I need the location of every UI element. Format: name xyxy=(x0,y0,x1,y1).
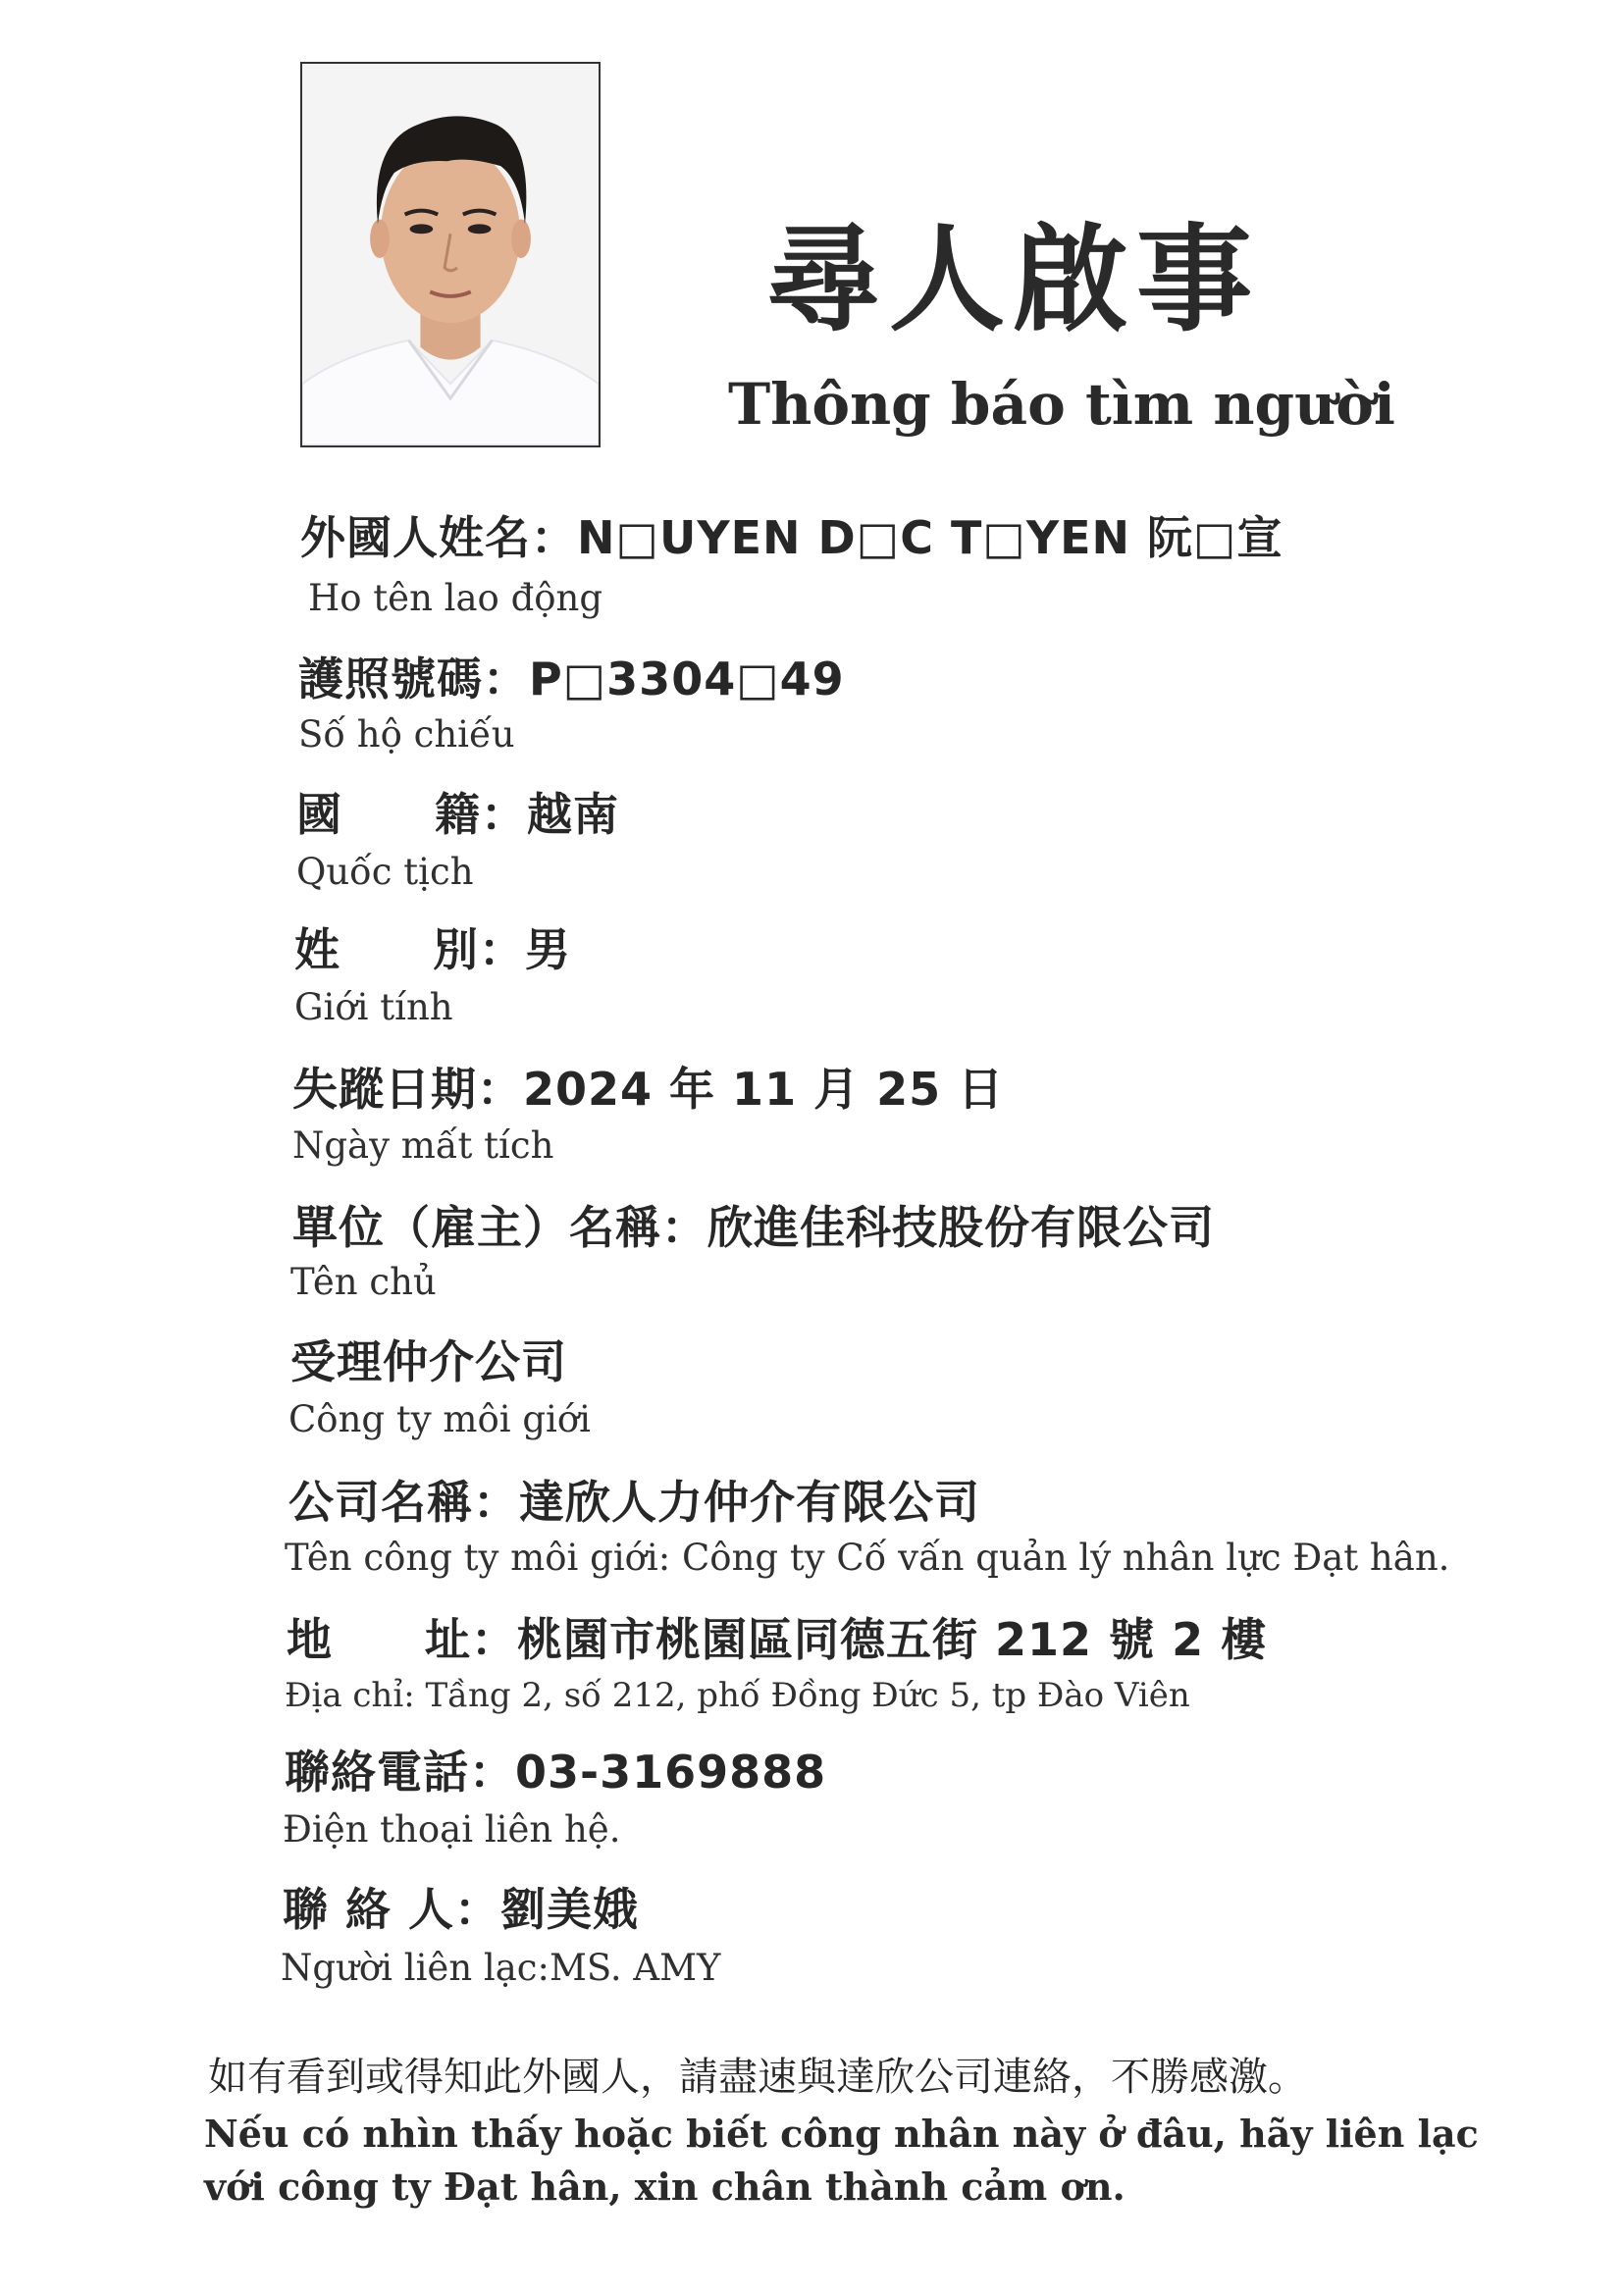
field-passport-row xyxy=(298,644,845,708)
field-gender-vi-label: Giới tính xyxy=(294,986,453,1028)
field-passport-label: 護照號碼： xyxy=(298,652,529,705)
closing-vietnamese: Nếu có nhìn thấy hoặc biết công nhân này ở đâu, hãy liên lạc với công ty Đạt hân, xin chân thành cảm ơn. xyxy=(204,2112,1479,2209)
field-gender-value: 男 xyxy=(525,923,571,976)
field-contact-label: 聯 絡 人： xyxy=(283,1883,501,1936)
closing-chinese: 如有看到或得知此外國人，請盡速與達欣公司連絡，不勝感激。 xyxy=(208,2055,1307,2100)
field-name-vi-label: Ho tên lao động xyxy=(308,577,603,619)
title-chinese: 尋人啟事 xyxy=(765,212,1261,347)
field-missing-date-row xyxy=(292,1054,1004,1119)
field-contact-vi-label: Người liên lạc:MS. AMY xyxy=(281,1947,721,1989)
field-address-value: 桃園市桃園區同德五街 212 號 2 樓 xyxy=(517,1613,1268,1666)
field-contact-value: 劉美娥 xyxy=(500,1883,640,1936)
field-nationality-label: 國 籍： xyxy=(296,788,527,841)
field-employer-label: 單位（雇主）名稱： xyxy=(292,1201,707,1254)
field-address-row xyxy=(287,1604,1267,1669)
field-passport-vi-label: Số hộ chiếu xyxy=(298,713,515,756)
field-missing-date-value: 2024 年 11 月 25 日 xyxy=(523,1063,1005,1116)
field-employer-value: 欣進佳科技股份有限公司 xyxy=(707,1201,1215,1254)
field-phone-label: 聯絡電話： xyxy=(285,1746,515,1799)
field-phone-value: 03-3169888 xyxy=(515,1746,827,1799)
field-missing-date-vi-label: Ngày mất tích xyxy=(292,1124,554,1167)
field-name-label: 外國人姓名： xyxy=(300,511,577,564)
field-agency-name-vi-label: Tên công ty môi giới: Công ty Cố vấn quản lý nhân lực Đạt hân. xyxy=(285,1537,1450,1579)
field-agency-name-value: 達欣人力仲介有限公司 xyxy=(519,1476,980,1529)
field-passport-value: P□3304□49 xyxy=(529,652,845,705)
field-name-value: N□UYEN D□C T□YEN 阮□宣 xyxy=(577,511,1283,564)
field-gender-row xyxy=(294,914,571,979)
field-address-vi-label: Địa chỉ: Tầng 2, số 212, phố Đồng Đức 5, tp Đào Viên xyxy=(285,1676,1190,1715)
field-employer-vi-label: Tên chủ xyxy=(290,1261,437,1303)
person-photo xyxy=(300,62,601,447)
field-contact-row xyxy=(283,1874,639,1939)
field-employer-row xyxy=(292,1192,1215,1257)
field-nationality-value: 越南 xyxy=(527,788,619,841)
field-nationality-vi-label: Quốc tịch xyxy=(296,851,474,893)
field-agency-heading-row xyxy=(290,1327,567,1391)
field-agency-name-label: 公司名稱： xyxy=(288,1476,519,1529)
field-agency-name-row xyxy=(288,1467,980,1532)
field-address-label: 地 址： xyxy=(287,1613,517,1666)
field-agency-heading-label: 受理仲介公司 xyxy=(290,1335,567,1388)
field-phone-row xyxy=(285,1737,826,1801)
field-agency-heading-vi-label: Công ty môi giới xyxy=(288,1398,591,1440)
field-gender-label: 姓 別： xyxy=(294,923,525,976)
field-name-row xyxy=(300,502,1283,567)
title-vietnamese: Thông báo tìm người xyxy=(728,371,1395,438)
field-missing-date-label: 失蹤日期： xyxy=(292,1063,523,1116)
field-nationality-row xyxy=(296,779,619,844)
person-portrait-image xyxy=(302,64,599,445)
field-phone-vi-label: Điện thoại liên hệ. xyxy=(283,1808,621,1851)
